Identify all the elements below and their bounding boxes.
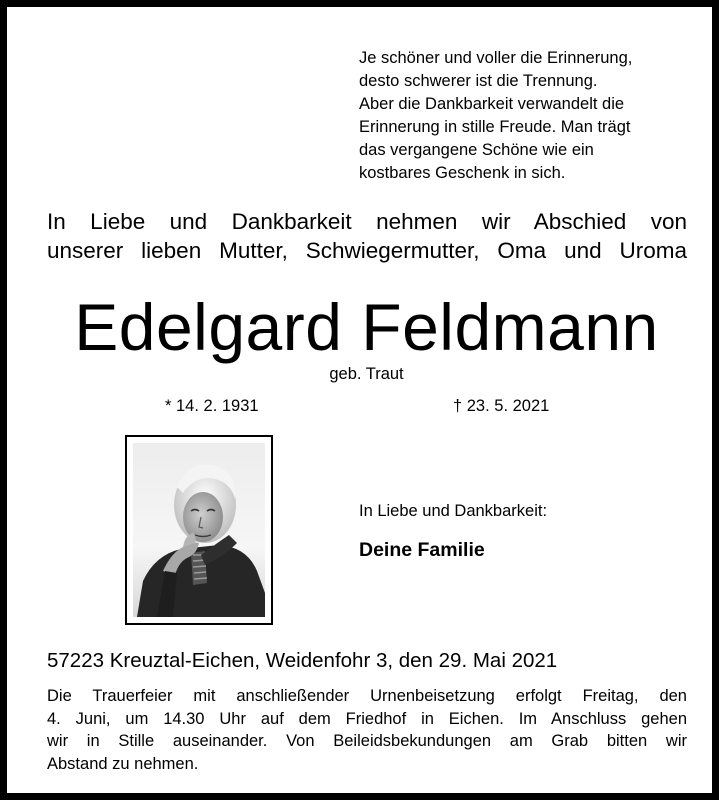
quote-line: Aber die Dankbarkeit verwandelt die — [359, 95, 625, 113]
details-line: Die Trauerfeier mit anschließender Urnenbeisetzung erfolgt Freitag, den — [47, 687, 687, 705]
intro-line: unserer lieben Mutter, Schwiegermutter, Oma und Uroma — [47, 238, 687, 263]
quote-line: desto schwerer ist die Trennung. — [359, 72, 598, 90]
quote-line: Erinnerung in stille Freude. Man trägt — [359, 118, 631, 136]
address-date-line: 57223 Kreuztal-Eichen, Weidenfohr 3, den 29. Mai 2021 — [47, 649, 558, 672]
funeral-details — [47, 685, 687, 775]
intro-line: In Liebe und Dankbarkeit nehmen wir Abschied von — [47, 209, 687, 234]
thanks-line: In Liebe und Dankbarkeit: — [359, 502, 548, 520]
quote-line: kostbares Geschenk in sich. — [359, 164, 566, 182]
memorial-quote — [359, 47, 687, 185]
details-line: Abstand zu nehmen. — [47, 754, 199, 773]
details-line: wir in Stille auseinander. Von Beileidsbekundungen am Grab bitten wir — [47, 732, 687, 750]
details-line: 4. Juni, um 14.30 Uhr auf dem Friedhof in Eichen. Im Anschluss gehen — [47, 709, 687, 728]
portrait-photo — [125, 435, 273, 625]
deceased-name: Edelgard Feldmann — [74, 290, 659, 364]
maiden-name: geb. Traut — [329, 365, 404, 383]
farewell-intro — [47, 207, 687, 265]
family-signature: Deine Familie — [359, 539, 485, 561]
portrait-image — [133, 443, 265, 617]
birth-date: * 14. 2. 1931 — [165, 397, 259, 415]
death-date: † 23. 5. 2021 — [453, 397, 550, 415]
quote-line: das vergangene Schöne wie ein — [359, 141, 594, 159]
quote-line: Je schöner und voller die Erinnerung, — [359, 49, 633, 67]
